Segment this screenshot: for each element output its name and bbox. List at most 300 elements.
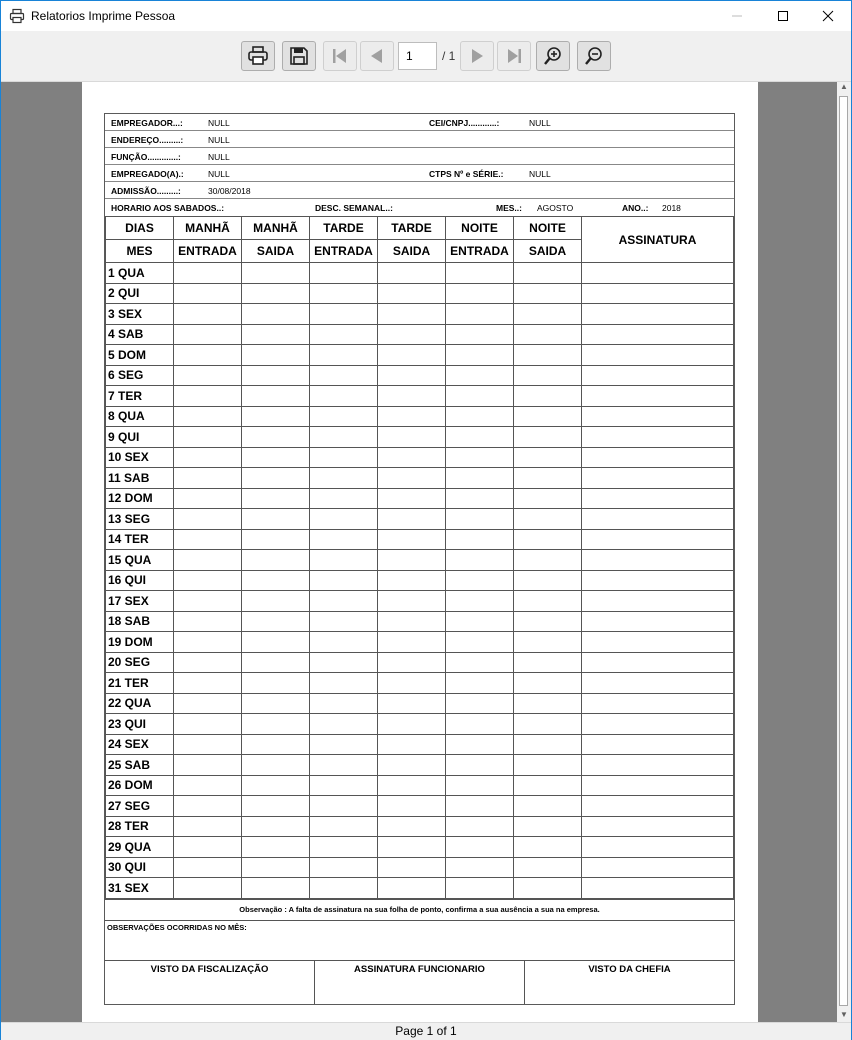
time-cell <box>582 734 734 755</box>
table-row <box>106 447 734 468</box>
time-cell <box>310 447 378 468</box>
page-status: Page 1 of 1 <box>395 1024 457 1038</box>
time-cell <box>446 427 514 448</box>
time-cell <box>446 386 514 407</box>
day-label: 15 QUA <box>106 550 174 571</box>
table-row <box>106 755 734 776</box>
time-cell <box>378 324 446 345</box>
zoom-out-button[interactable] <box>577 41 611 71</box>
time-cell <box>514 406 582 427</box>
time-cell <box>242 447 310 468</box>
time-cell <box>310 796 378 817</box>
time-cell <box>310 406 378 427</box>
time-cell <box>514 324 582 345</box>
time-cell <box>378 816 446 837</box>
time-cell <box>242 406 310 427</box>
time-cell <box>582 837 734 858</box>
day-label: 28 TER <box>106 816 174 837</box>
time-cell <box>582 816 734 837</box>
time-cell <box>310 488 378 509</box>
employee-value: NULL <box>208 169 230 179</box>
maximize-button[interactable] <box>760 1 806 31</box>
time-cell <box>514 468 582 489</box>
time-cell <box>174 591 242 612</box>
day-label: 20 SEG <box>106 652 174 673</box>
time-cell <box>582 652 734 673</box>
report-viewer[interactable] <box>1 82 837 1022</box>
time-cell <box>446 714 514 735</box>
time-cell <box>378 632 446 653</box>
time-cell <box>446 365 514 386</box>
table-row <box>106 714 734 735</box>
time-cell <box>242 632 310 653</box>
year-label: ANO..: <box>622 203 649 213</box>
time-cell <box>378 529 446 550</box>
time-cell <box>514 591 582 612</box>
time-cell <box>310 570 378 591</box>
time-cell <box>174 755 242 776</box>
time-cell <box>310 386 378 407</box>
signature-funcionario: ASSINATURA FUNCIONARIO <box>314 961 524 1004</box>
day-label: 4 SAB <box>106 324 174 345</box>
time-cell <box>446 468 514 489</box>
time-cell <box>310 427 378 448</box>
day-label: 12 DOM <box>106 488 174 509</box>
month-value: AGOSTO <box>537 203 574 213</box>
time-cell <box>174 632 242 653</box>
time-cell <box>310 345 378 366</box>
scrollbar-thumb[interactable] <box>839 96 848 1006</box>
table-row <box>106 406 734 427</box>
close-button[interactable] <box>805 1 851 31</box>
time-cell <box>242 652 310 673</box>
time-cell <box>310 755 378 776</box>
time-cell <box>514 509 582 530</box>
time-cell <box>174 857 242 878</box>
header-row-horario <box>105 199 734 216</box>
time-cell <box>582 550 734 571</box>
save-button[interactable] <box>282 41 316 71</box>
time-cell <box>446 816 514 837</box>
time-cell <box>582 386 734 407</box>
time-cell <box>446 488 514 509</box>
time-cell <box>242 570 310 591</box>
table-row <box>106 734 734 755</box>
time-cell <box>174 796 242 817</box>
time-cell <box>582 755 734 776</box>
time-cell <box>582 345 734 366</box>
time-cell <box>242 468 310 489</box>
time-cell <box>242 673 310 694</box>
col-header-dias: DIAS <box>106 217 174 240</box>
time-cell <box>174 529 242 550</box>
time-cell <box>174 816 242 837</box>
time-cell <box>378 550 446 571</box>
time-cell <box>514 386 582 407</box>
admission-value: 30/08/2018 <box>208 186 251 196</box>
time-cell <box>378 263 446 284</box>
time-cell <box>242 611 310 632</box>
time-cell <box>582 632 734 653</box>
time-cell <box>310 283 378 304</box>
time-cell <box>310 468 378 489</box>
day-label: 21 TER <box>106 673 174 694</box>
time-cell <box>242 345 310 366</box>
admission-label: ADMISSÃO.........: <box>111 186 181 196</box>
time-cell <box>174 345 242 366</box>
zoom-out-icon <box>583 45 605 67</box>
table-row <box>106 386 734 407</box>
time-cell <box>310 775 378 796</box>
time-cell <box>582 365 734 386</box>
time-cell <box>378 365 446 386</box>
time-cell <box>514 345 582 366</box>
previous-page-button[interactable] <box>360 41 394 71</box>
day-label: 31 SEX <box>106 878 174 899</box>
function-label: FUNÇÃO.............: <box>111 152 181 162</box>
employer-label: EMPREGADOR...: <box>111 118 183 128</box>
time-cell <box>242 324 310 345</box>
time-cell <box>174 550 242 571</box>
time-cell <box>514 427 582 448</box>
time-cell <box>242 591 310 612</box>
minimize-button[interactable] <box>714 1 760 31</box>
time-cell <box>174 693 242 714</box>
time-cell <box>582 509 734 530</box>
time-cell <box>242 386 310 407</box>
time-cell <box>582 283 734 304</box>
day-label: 3 SEX <box>106 304 174 325</box>
month-observations-box <box>105 920 734 960</box>
day-label: 16 QUI <box>106 570 174 591</box>
time-cell <box>514 693 582 714</box>
time-cell <box>514 365 582 386</box>
last-page-icon <box>504 46 524 66</box>
time-cell <box>378 488 446 509</box>
status-bar <box>1 1022 851 1040</box>
col-header-manha-1: MANHÃ <box>174 217 242 240</box>
time-cell <box>378 755 446 776</box>
day-label: 17 SEX <box>106 591 174 612</box>
time-cell <box>310 693 378 714</box>
time-cell <box>174 406 242 427</box>
time-cell <box>174 673 242 694</box>
time-cell <box>582 714 734 735</box>
weekly-rest-label: DESC. SEMANAL..: <box>315 203 393 213</box>
col-header-entrada-2: ENTRADA <box>310 240 378 263</box>
time-cell <box>582 406 734 427</box>
time-cell <box>174 570 242 591</box>
time-cell <box>378 652 446 673</box>
last-page-button[interactable] <box>497 41 531 71</box>
time-cell <box>514 673 582 694</box>
time-cell <box>514 550 582 571</box>
time-cell <box>446 283 514 304</box>
table-header-row-top <box>106 217 734 240</box>
header-row-endereco <box>105 131 734 148</box>
time-cell <box>310 714 378 735</box>
printer-icon <box>9 8 25 24</box>
table-row <box>106 796 734 817</box>
employee-label: EMPREGADO(A).: <box>111 169 184 179</box>
time-cell <box>446 796 514 817</box>
print-button[interactable] <box>241 41 275 71</box>
print-icon <box>247 45 269 67</box>
col-header-saida-1: SAIDA <box>242 240 310 263</box>
table-row <box>106 345 734 366</box>
time-cell <box>378 406 446 427</box>
time-cell <box>378 714 446 735</box>
time-cell <box>582 857 734 878</box>
time-cell <box>378 304 446 325</box>
time-cell <box>446 509 514 530</box>
time-cell <box>514 755 582 776</box>
time-cell <box>582 488 734 509</box>
col-header-entrada-3: ENTRADA <box>446 240 514 263</box>
time-cell <box>514 878 582 899</box>
time-cell <box>446 837 514 858</box>
time-cell <box>378 447 446 468</box>
col-header-saida-2: SAIDA <box>378 240 446 263</box>
time-cell <box>310 857 378 878</box>
col-header-tarde-1: TARDE <box>310 217 378 240</box>
time-cell <box>378 345 446 366</box>
next-page-icon <box>467 46 487 66</box>
time-cell <box>310 611 378 632</box>
time-cell <box>582 529 734 550</box>
time-cell <box>310 529 378 550</box>
time-cell <box>378 591 446 612</box>
time-cell <box>514 488 582 509</box>
time-cell <box>514 283 582 304</box>
timesheet-table <box>105 216 734 899</box>
time-cell <box>242 796 310 817</box>
day-label: 29 QUA <box>106 837 174 858</box>
table-row <box>106 652 734 673</box>
time-cell <box>310 324 378 345</box>
time-cell <box>514 304 582 325</box>
time-cell <box>242 878 310 899</box>
time-cell <box>310 816 378 837</box>
day-label: 18 SAB <box>106 611 174 632</box>
time-cell <box>446 324 514 345</box>
time-cell <box>242 427 310 448</box>
time-cell <box>174 365 242 386</box>
time-cell <box>446 529 514 550</box>
day-label: 5 DOM <box>106 345 174 366</box>
time-cell <box>514 652 582 673</box>
time-cell <box>242 714 310 735</box>
time-cell <box>514 734 582 755</box>
time-cell <box>310 365 378 386</box>
time-cell <box>446 755 514 776</box>
month-observations-label: OBSERVAÇÕES OCORRIDAS NO MÊS: <box>107 922 247 932</box>
time-cell <box>514 263 582 284</box>
time-cell <box>514 611 582 632</box>
day-label: 2 QUI <box>106 283 174 304</box>
table-row <box>106 365 734 386</box>
table-row <box>106 324 734 345</box>
time-cell <box>582 878 734 899</box>
time-cell <box>446 406 514 427</box>
time-cell <box>242 837 310 858</box>
timesheet-report <box>104 113 735 1005</box>
time-cell <box>378 693 446 714</box>
time-cell <box>242 693 310 714</box>
time-cell <box>378 427 446 448</box>
time-cell <box>310 837 378 858</box>
time-cell <box>582 673 734 694</box>
table-row <box>106 673 734 694</box>
time-cell <box>310 509 378 530</box>
time-cell <box>378 837 446 858</box>
day-label: 9 QUI <box>106 427 174 448</box>
time-cell <box>242 488 310 509</box>
cnpj-label: CEI/CNPJ............: <box>429 118 500 128</box>
col-header-entrada-1: ENTRADA <box>174 240 242 263</box>
table-row <box>106 427 734 448</box>
time-cell <box>446 693 514 714</box>
time-cell <box>174 283 242 304</box>
time-cell <box>310 550 378 571</box>
time-cell <box>582 570 734 591</box>
time-cell <box>174 878 242 899</box>
day-label: 19 DOM <box>106 632 174 653</box>
table-row <box>106 570 734 591</box>
time-cell <box>174 714 242 735</box>
time-cell <box>582 468 734 489</box>
time-cell <box>446 652 514 673</box>
time-cell <box>446 591 514 612</box>
time-cell <box>310 734 378 755</box>
employer-value: NULL <box>208 118 230 128</box>
time-cell <box>514 796 582 817</box>
time-cell <box>378 611 446 632</box>
time-cell <box>514 775 582 796</box>
header-row-empregado <box>105 165 734 182</box>
col-header-manha-2: MANHÃ <box>242 217 310 240</box>
time-cell <box>446 857 514 878</box>
day-label: 7 TER <box>106 386 174 407</box>
time-cell <box>378 509 446 530</box>
time-cell <box>242 816 310 837</box>
time-cell <box>582 591 734 612</box>
time-cell <box>242 263 310 284</box>
time-cell <box>174 304 242 325</box>
time-cell <box>242 509 310 530</box>
day-label: 1 QUA <box>106 263 174 284</box>
time-cell <box>310 878 378 899</box>
function-value: NULL <box>208 152 230 162</box>
title-bar <box>1 1 851 31</box>
time-cell <box>378 283 446 304</box>
time-cell <box>174 775 242 796</box>
time-cell <box>242 755 310 776</box>
time-cell <box>446 550 514 571</box>
time-cell <box>582 611 734 632</box>
time-cell <box>514 816 582 837</box>
first-page-icon <box>330 46 350 66</box>
signature-chefia: VISTO DA CHEFIA <box>524 961 734 1004</box>
time-cell <box>582 775 734 796</box>
table-row <box>106 283 734 304</box>
time-cell <box>514 857 582 878</box>
time-cell <box>446 570 514 591</box>
time-cell <box>446 878 514 899</box>
time-cell <box>242 529 310 550</box>
day-label: 8 QUA <box>106 406 174 427</box>
saturday-hours-label: HORARIO AOS SABADOS..: <box>111 203 225 213</box>
day-label: 25 SAB <box>106 755 174 776</box>
save-icon <box>288 45 310 67</box>
header-row-empregador <box>105 114 734 131</box>
cnpj-value: NULL <box>529 118 551 128</box>
scroll-up-icon[interactable]: ▲ <box>840 82 848 91</box>
time-cell <box>514 529 582 550</box>
scroll-down-icon[interactable]: ▼ <box>840 1010 848 1019</box>
time-cell <box>378 673 446 694</box>
time-cell <box>582 263 734 284</box>
first-page-button[interactable] <box>323 41 357 71</box>
time-cell <box>310 632 378 653</box>
time-cell <box>378 775 446 796</box>
day-label: 13 SEG <box>106 509 174 530</box>
previous-page-icon <box>367 46 387 66</box>
time-cell <box>378 857 446 878</box>
day-label: 6 SEG <box>106 365 174 386</box>
table-row <box>106 263 734 284</box>
vertical-scrollbar[interactable] <box>837 82 851 1022</box>
time-cell <box>310 652 378 673</box>
time-cell <box>174 837 242 858</box>
zoom-in-button[interactable] <box>536 41 570 71</box>
table-row <box>106 488 734 509</box>
col-header-mes: MES <box>106 240 174 263</box>
time-cell <box>242 550 310 571</box>
toolbar <box>1 31 851 82</box>
report-page <box>82 82 758 1022</box>
day-label: 24 SEX <box>106 734 174 755</box>
table-row <box>106 878 734 899</box>
time-cell <box>514 837 582 858</box>
observation-note: Observação : A falta de assinatura na sua folha de ponto, confirma a sua ausência a sua na empresa. <box>105 899 734 920</box>
time-cell <box>242 775 310 796</box>
window-title: Relatorios Imprime Pessoa <box>31 9 176 23</box>
time-cell <box>378 386 446 407</box>
next-page-button[interactable] <box>460 41 494 71</box>
col-header-noite-2: NOITE <box>514 217 582 240</box>
day-label: 22 QUA <box>106 693 174 714</box>
time-cell <box>242 365 310 386</box>
day-rows <box>106 263 734 899</box>
time-cell <box>378 878 446 899</box>
page-number-input[interactable]: 1 <box>398 42 437 70</box>
day-label: 26 DOM <box>106 775 174 796</box>
time-cell <box>582 324 734 345</box>
day-label: 27 SEG <box>106 796 174 817</box>
col-header-noite-1: NOITE <box>446 217 514 240</box>
table-row <box>106 468 734 489</box>
time-cell <box>446 263 514 284</box>
header-row-funcao <box>105 148 734 165</box>
time-cell <box>514 632 582 653</box>
table-row <box>106 857 734 878</box>
table-row <box>106 550 734 571</box>
time-cell <box>174 488 242 509</box>
signature-row <box>105 960 734 1004</box>
year-value: 2018 <box>662 203 681 213</box>
time-cell <box>174 386 242 407</box>
